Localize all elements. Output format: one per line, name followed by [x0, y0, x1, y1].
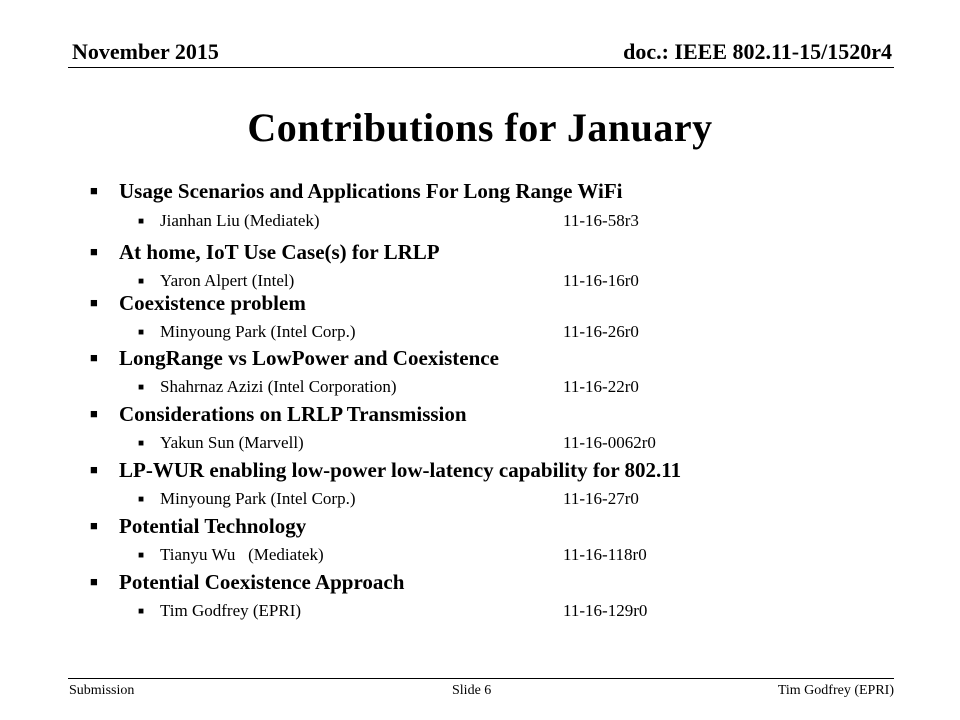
topic-label: At home, IoT Use Case(s) for LRLP — [119, 240, 440, 264]
topic-item — [90, 458, 681, 483]
topic-item — [90, 402, 467, 427]
square-bullet-icon: ■ — [90, 406, 98, 421]
square-bullet-icon: ■ — [138, 606, 145, 617]
topic-label: Potential Technology — [119, 514, 307, 538]
square-bullet-icon: ■ — [138, 327, 145, 338]
footer-slide-number: Slide 6 — [452, 683, 492, 698]
topic-label: LP-WUR enabling low-power low-latency capability for 802.11 — [119, 458, 682, 482]
footer-rule — [68, 678, 894, 679]
contribution-item — [138, 433, 656, 453]
footer-author: Tim Godfrey (EPRI) — [777, 683, 894, 698]
topic-label: LongRange vs LowPower and Coexistence — [119, 346, 499, 370]
contribution-item — [138, 545, 647, 565]
square-bullet-icon: ■ — [138, 550, 145, 561]
header-doc-number: doc.: IEEE 802.11-15/1520r4 — [623, 39, 892, 64]
author-label: Minyoung Park (Intel Corp.) — [160, 322, 356, 341]
author-label: Jianhan Liu (Mediatek) — [160, 211, 320, 230]
doc-number: 11-16-129r0 — [563, 601, 648, 620]
doc-number: 11-16-118r0 — [563, 545, 647, 564]
author-label: Yakun Sun (Marvell) — [160, 433, 304, 452]
topic-item — [90, 514, 306, 539]
slide-title: Contributions for January — [247, 105, 713, 150]
square-bullet-icon: ■ — [138, 438, 145, 449]
author-label: Shahrnaz Azizi (Intel Corporation) — [160, 377, 397, 396]
topic-item — [90, 179, 623, 204]
topic-label: Coexistence problem — [119, 291, 306, 315]
header-date: November 2015 — [72, 39, 219, 64]
topic-item — [90, 291, 306, 316]
contribution-item — [138, 489, 639, 509]
contribution-item — [138, 271, 639, 291]
square-bullet-icon: ■ — [90, 518, 98, 533]
author-label: Tianyu Wu (Mediatek) — [160, 545, 324, 564]
contribution-item — [138, 211, 639, 231]
author-label: Tim Godfrey (EPRI) — [160, 601, 302, 620]
doc-number: 11-16-26r0 — [563, 322, 639, 341]
square-bullet-icon: ■ — [90, 244, 98, 259]
square-bullet-icon: ■ — [138, 382, 145, 393]
doc-number: 11-16-27r0 — [563, 489, 639, 508]
contribution-item — [138, 377, 639, 397]
author-label: Yaron Alpert (Intel) — [160, 271, 295, 290]
square-bullet-icon: ■ — [90, 350, 98, 365]
square-bullet-icon: ■ — [90, 462, 98, 477]
doc-number: 11-16-16r0 — [563, 271, 639, 290]
square-bullet-icon: ■ — [138, 216, 145, 227]
square-bullet-icon: ■ — [138, 276, 145, 287]
contribution-item — [138, 322, 639, 342]
doc-number: 11-16-22r0 — [563, 377, 639, 396]
doc-number: 11-16-0062r0 — [563, 433, 656, 452]
topic-item — [90, 570, 404, 595]
square-bullet-icon: ■ — [138, 494, 145, 505]
contribution-item — [138, 601, 648, 621]
footer-submission: Submission — [69, 683, 135, 698]
topic-item — [90, 240, 440, 265]
square-bullet-icon: ■ — [90, 183, 98, 198]
doc-number: 11-16-58r3 — [563, 211, 639, 230]
header-rule — [68, 67, 894, 68]
square-bullet-icon: ■ — [90, 295, 98, 310]
topic-label: Considerations on LRLP Transmission — [119, 402, 467, 426]
author-label: Minyoung Park (Intel Corp.) — [160, 489, 356, 508]
topic-label: Usage Scenarios and Applications For Long Range WiFi — [119, 179, 623, 203]
square-bullet-icon: ■ — [90, 574, 98, 589]
topic-item — [90, 346, 499, 371]
topic-label: Potential Coexistence Approach — [119, 570, 405, 594]
